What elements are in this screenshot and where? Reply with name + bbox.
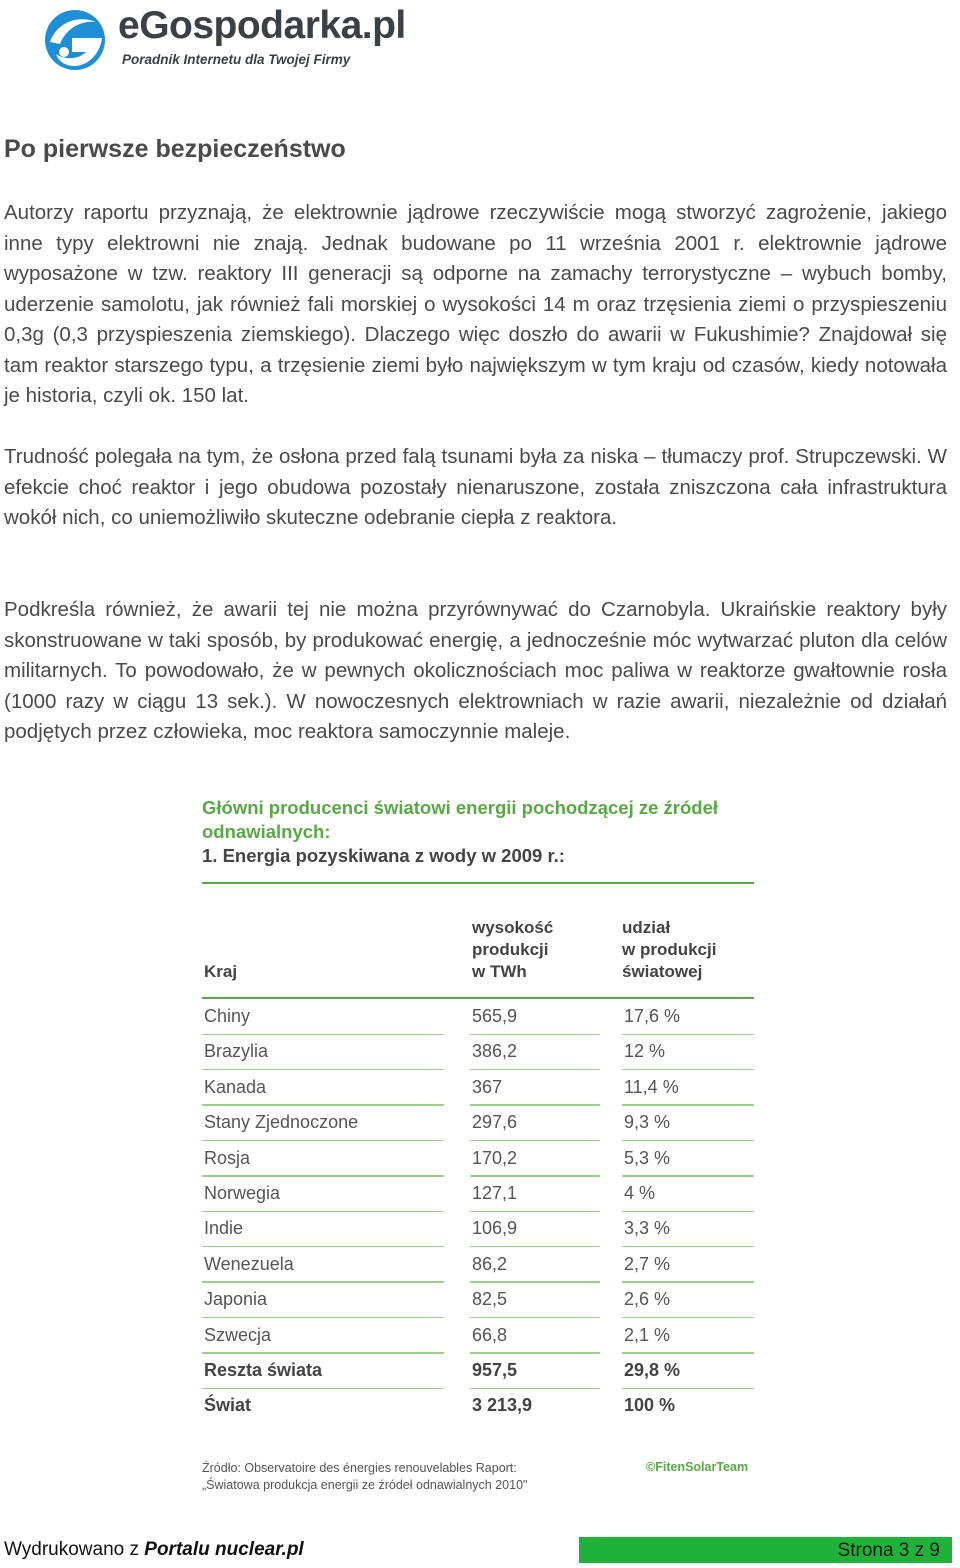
hydro-energy-infographic [202,796,762,1496]
article-heading: Po pierwsze bezpieczeństwo [4,135,346,163]
cell-production: 3 213,9 [472,1395,533,1416]
table-row [202,1071,754,1106]
cell-country: Kanada [204,1076,267,1097]
article-paragraph-2: Trudność polegała na tym, że osłona przed falą tsunami była za niska – tłumaczy prof. Strupczewski. W efekcie choć reaktor i jego obudowa pozostały nienaruszone, została zniszczona cała infrastruktura wokół nich, co uniemożliwiło skuteczne odebranie ciepła z reaktora. [4,445,947,529]
article-paragraph-1: Autorzy raportu przyznają, że elektrownie jądrowe rzeczywiście mogą stworzyć zagrożenie, jakiego inne typy elektrowni nie znają. Jednak budowane po 11 września 2001 r. elektrownie jądrowe wyposażone w tzw. reaktory III generacji są odporne na zamachy terrorystyczne – wybuch bomby, uderzenie samolotu, jak również fali morskiej o wysokości 14 m oraz trzęsienia ziemi o przyspieszeniu 0,3g (0,3 przyspieszenia ziemskiego). Dlaczego więc doszło do awarii w Fukushimie? Znajdował się tam reaktor starszego typu, a trzęsienie ziemi było największym w tym kraju od czasów, kiedy notowała je historia, czyli ok. 150 lat. [4,201,947,407]
cell-production: 86,2 [472,1253,508,1274]
cell-country: Rosja [204,1147,251,1168]
cell-country: Chiny [204,1006,251,1026]
cell-share: 11,4 % [624,1076,679,1097]
table-header-rule [202,997,754,999]
cell-share: 12 % [624,1041,666,1062]
footer-printed-from [4,1539,304,1561]
cell-production: 367 [472,1076,503,1097]
table-row [202,1389,754,1424]
cell-production: 66,8 [472,1324,508,1345]
cell-country: Brazylia [204,1041,269,1062]
cell-share: 2,6 % [624,1289,671,1310]
infographic-source [202,1460,527,1494]
cell-country: Reszta świata [204,1360,323,1380]
cell-production: 957,5 [472,1360,518,1380]
table-row [202,1212,754,1247]
column-header-production-line-3: w TWh [472,962,527,981]
column-header-share-line-1: udział [622,918,671,937]
column-header-production-line-2: produkcji [472,940,549,959]
source-line-2: „Światowa produkcja energii ze źródeł odnawialnych 2010" [202,1478,528,1492]
column-header-production-line-1: wysokość [472,918,554,937]
infographic-title-line-2: odnawialnych: [202,821,331,842]
cell-share: 17,6 % [624,1006,681,1026]
infographic-subtitle: 1. Energia pozyskiwana z wody w 2009 r.: [202,845,565,866]
egospodarka-logo-icon [42,8,108,72]
cell-production: 386,2 [472,1041,518,1062]
infographic-credit: ©FitenSolarTeam [646,1460,749,1474]
cell-share: 29,8 % [624,1360,681,1380]
cell-share: 3,3 % [624,1218,671,1239]
cell-country: Norwegia [204,1183,281,1203]
table-row [202,1248,754,1283]
cell-country: Stany Zjednoczone [204,1112,359,1133]
table-row [202,1283,754,1318]
cell-country: Świat [204,1395,252,1416]
table-row [202,1177,754,1212]
table-row [202,1354,754,1389]
cell-share: 2,1 % [624,1324,671,1345]
cell-production: 170,2 [472,1147,518,1168]
cell-share: 9,3 % [624,1112,671,1133]
cell-country: Wenezuela [204,1253,294,1274]
cell-production: 106,9 [472,1218,518,1239]
table-row [202,1035,754,1070]
table-row [202,1000,754,1035]
column-header-country: Kraj [204,962,238,981]
cell-production: 127,1 [472,1183,518,1203]
cell-share: 4 % [624,1183,656,1203]
cell-country: Szwecja [204,1324,272,1345]
cell-share: 100 % [624,1395,676,1416]
cell-production: 297,6 [472,1112,518,1133]
article-paragraph-3: Podkreśla również, że awarii tej nie można przyrównywać do Czarnobyla. Ukraińskie reaktory były skonstruowane w taki sposób, by produkować energię, a jednocześnie móc wytwarzać pluton dla celów militarnych. To powodowało, że w pewnych okolicznościach moc paliwa w reaktorze gwałtownie rosła (1000 razy w ciągu 13 sek.). W nowoczesnych elektrowniach w razie awarii, niezależnie od działań podjętych przez człowieka, moc reaktora samoczynnie maleje. [4,598,947,743]
table-row [202,1319,754,1354]
cell-production: 565,9 [472,1006,518,1026]
footer-printed-prefix: Wydrukowano z [4,1539,139,1560]
footer-page-indicator: Strona 3 z 9 [579,1537,952,1563]
cell-production: 82,5 [472,1289,508,1310]
column-header-production [472,917,553,983]
table-row [202,1106,754,1141]
cell-share: 5,3 % [624,1147,671,1168]
cell-share: 2,7 % [624,1253,671,1274]
cell-country: Indie [204,1218,244,1239]
column-header-share-line-3: światowej [622,962,703,981]
logo-tagline: Poradnik Internetu dla Twojej Firmy [122,52,351,67]
infographic-title-line-1: Główni producenci światowi energii pochodzącej ze źródeł [202,797,719,818]
source-line-1: Źródło: Observatoire des énergies renouvelables Raport: [202,1461,517,1475]
footer-portal-link[interactable]: Portalu nuclear.pl [144,1539,304,1560]
infographic-title-rule [202,882,754,884]
column-header-share [622,917,716,983]
cell-country: Japonia [204,1289,268,1310]
column-header-share-line-2: w produkcji [622,940,717,959]
logo-wordmark: eGospodarka.pl [118,4,406,47]
table-row [202,1142,754,1177]
site-logo[interactable] [42,6,462,72]
